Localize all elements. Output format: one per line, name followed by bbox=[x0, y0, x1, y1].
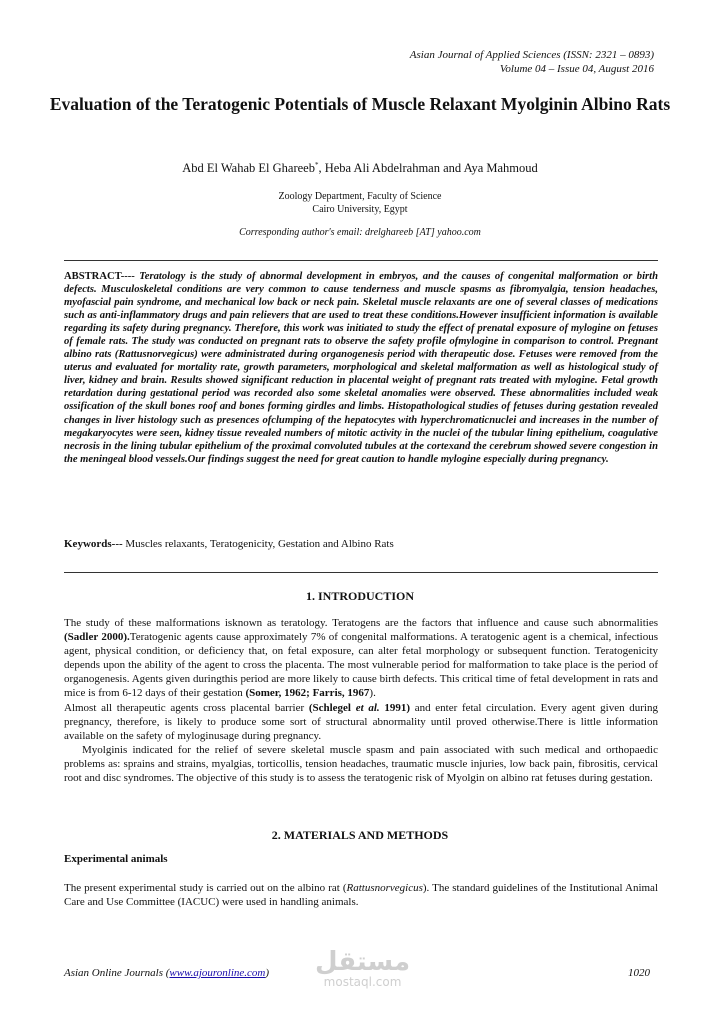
citation-sadler: (Sadler 2000). bbox=[64, 631, 130, 644]
intro-paragraph-3: Myolginis indicated for the relief of severe skeletal muscle spasm and pain associated with such medical and orthopaedic problems as: sprains and strains, myalgias, torticollis, tension headaches, traumatic muscle injuries, low back pain, fibrositis, cervical root and disc syndromes. The objective of this study is to assess the teratogenic risk of Myolgin on albino rat fetuses during gestation. bbox=[64, 743, 658, 785]
text-run: ). The standard guidelines of the Institutional Animal Care and Use Committee (IACUC) were used in handling animals. bbox=[64, 882, 658, 909]
footer-journal bbox=[64, 967, 269, 979]
journal-header bbox=[410, 48, 654, 76]
watermark-arabic: مستقل bbox=[315, 947, 411, 977]
subheading-experimental-animals: Experimental animals bbox=[64, 853, 168, 865]
affiliation-university: Cairo University, Egypt bbox=[312, 204, 408, 215]
text-run: The present experimental study is carried out on the albino rat ( bbox=[64, 882, 347, 894]
divider-bottom bbox=[64, 572, 658, 573]
footer-link[interactable]: www.ajouronline.com bbox=[169, 967, 266, 979]
section-heading-introduction: 1. INTRODUCTION bbox=[305, 589, 414, 603]
citation-somer-farris: (Somer, 1962; Farris, 1967 bbox=[245, 687, 370, 700]
abstract bbox=[64, 270, 658, 466]
watermark bbox=[315, 948, 410, 989]
keywords-label: Keywords--- bbox=[64, 538, 123, 550]
intro-paragraph-2 bbox=[64, 701, 658, 743]
author-list bbox=[40, 161, 680, 176]
first-author: Abd El Wahab El Ghareeb bbox=[182, 161, 315, 176]
page-number: 1020 bbox=[628, 967, 650, 979]
corresponding-email: Corresponding author's email: drelghareeb [AT] yahoo.com bbox=[239, 227, 481, 238]
divider-top bbox=[64, 260, 658, 261]
citation-etal: et al. bbox=[355, 701, 380, 714]
species-name: Rattusnorvegicus bbox=[346, 882, 423, 894]
citation-year: 1991) bbox=[379, 701, 410, 714]
citation-author: (Schlegel bbox=[308, 701, 356, 714]
affiliation-department: Zoology Department, Faculty of Science bbox=[278, 191, 442, 202]
text-run: The study of these malformations isknown as teratology. Teratogens are the factors that influence and cause such abnormalities bbox=[64, 617, 658, 629]
abstract-label: ABSTRACT---- bbox=[64, 271, 135, 282]
footer-paren: ) bbox=[265, 967, 270, 979]
abstract-text: Teratology is the study of abnormal development in embryos, and the causes of congenital malformation or birth defects. Musculoskeletal conditions are very common to cause tenderness and muscle spasms as fibromyalgia, tension headaches, myofascial pain syndrome, and mechanical low back or neck pain. Skeletal muscle relaxants are one of several classes of medications such as anti-inflammatory drugs and pain relievers that are used to treat these conditions.However insufficient information is available regarding its safety during pregnancy. Therefore, this work was initiated to study the effect of prenatal exposure of mylogine on fetuses of female rats. The study was conducted on pregnant rats to observe the safety profile ofmylogine in comparison to control. Pregnant albino rats (Rattusnorvegicus) were administrated during organogenesis period with therapeutic dose. Fetuses were removed from the uterus and evaluated for mortality rate, growth parameters, morphological and skeletal malformation as well as histological study of liver, kidney and brain. Results showed significant reduction in placental weight of pregnant rats treated with mylogine. Fetal growth retardation during gestational period was recorded also some skeletal anomalies were observed. These abnormalities included weak ossification of the skull bones roof and bones forming girdles and limbs. Histopathological studies of fetuses during gestation revealed changes in liver histology such as presences ofclumping of the hepatocytes with hyperchromaticnuclei and increases in the number of megakaryocytes were seen, kidney tissue revealed numbers of mitotic activity in the nuclei of the tubular lining epithelium, coagulative necrosis in the lining tubular epithelium of the proximal convoluted tubules at the cortexand the cerebrum showed severe congestion in the meningeal blood vessels.Our findings suggest the need for great caution to handle mylogine especially during pregnancy. bbox=[64, 271, 658, 465]
introduction-body bbox=[64, 616, 658, 785]
paper-title: Evaluation of the Teratogenic Potentials of Muscle Relaxant Myolginin Albino Rats bbox=[49, 94, 671, 114]
text-run: Teratogenic agents cause approximately 7% of congenital malformations. A teratogenic agent is a chemical, infectious agent, physical condition, or deficiency that, on fetal exposure, can alter fetal morphology or subsequent function. Teratogenicity depends upon the ability of the agent to cross the placenta. The most vulnerable period for malformation to take place is the period of organogenesis. Agents given duringthis period are more likely to cause birth defects. This critical time of fetal development in rats and mice is from 6-12 days of their gestation bbox=[64, 631, 658, 700]
affiliation bbox=[40, 190, 680, 216]
section-heading-methods: 2. MATERIALS AND METHODS bbox=[271, 828, 449, 842]
text-run: ). bbox=[369, 687, 376, 700]
other-authors: , Heba Ali Abdelrahman and Aya Mahmoud bbox=[318, 161, 538, 176]
journal-name: Asian Journal of Applied Sciences (ISSN: 2321 – 0893) bbox=[409, 49, 654, 61]
keywords bbox=[64, 538, 658, 550]
text-run: Almost all therapeutic agents cross placental barrier bbox=[64, 701, 309, 714]
text-run: and enter fetal circulation. Every agent given during pregnancy, therefore, is likely to produce some sort of structural abnormality until proved otherwise.There is little information available on the safety of myloginusage during pregnancy. bbox=[64, 701, 658, 742]
methods-paragraph-1 bbox=[64, 881, 658, 909]
watermark-latin: mostaql.com bbox=[323, 975, 402, 989]
corresponding-mark: * bbox=[314, 161, 319, 169]
citation-schlegel bbox=[309, 702, 410, 714]
intro-paragraph-1 bbox=[64, 616, 658, 701]
journal-volume: Volume 04 – Issue 04, August 2016 bbox=[499, 63, 654, 75]
keywords-text: Muscles relaxants, Teratogenicity, Gestation and Albino Rats bbox=[122, 538, 394, 550]
footer-journal-name: Asian Online Journals ( bbox=[64, 967, 170, 979]
